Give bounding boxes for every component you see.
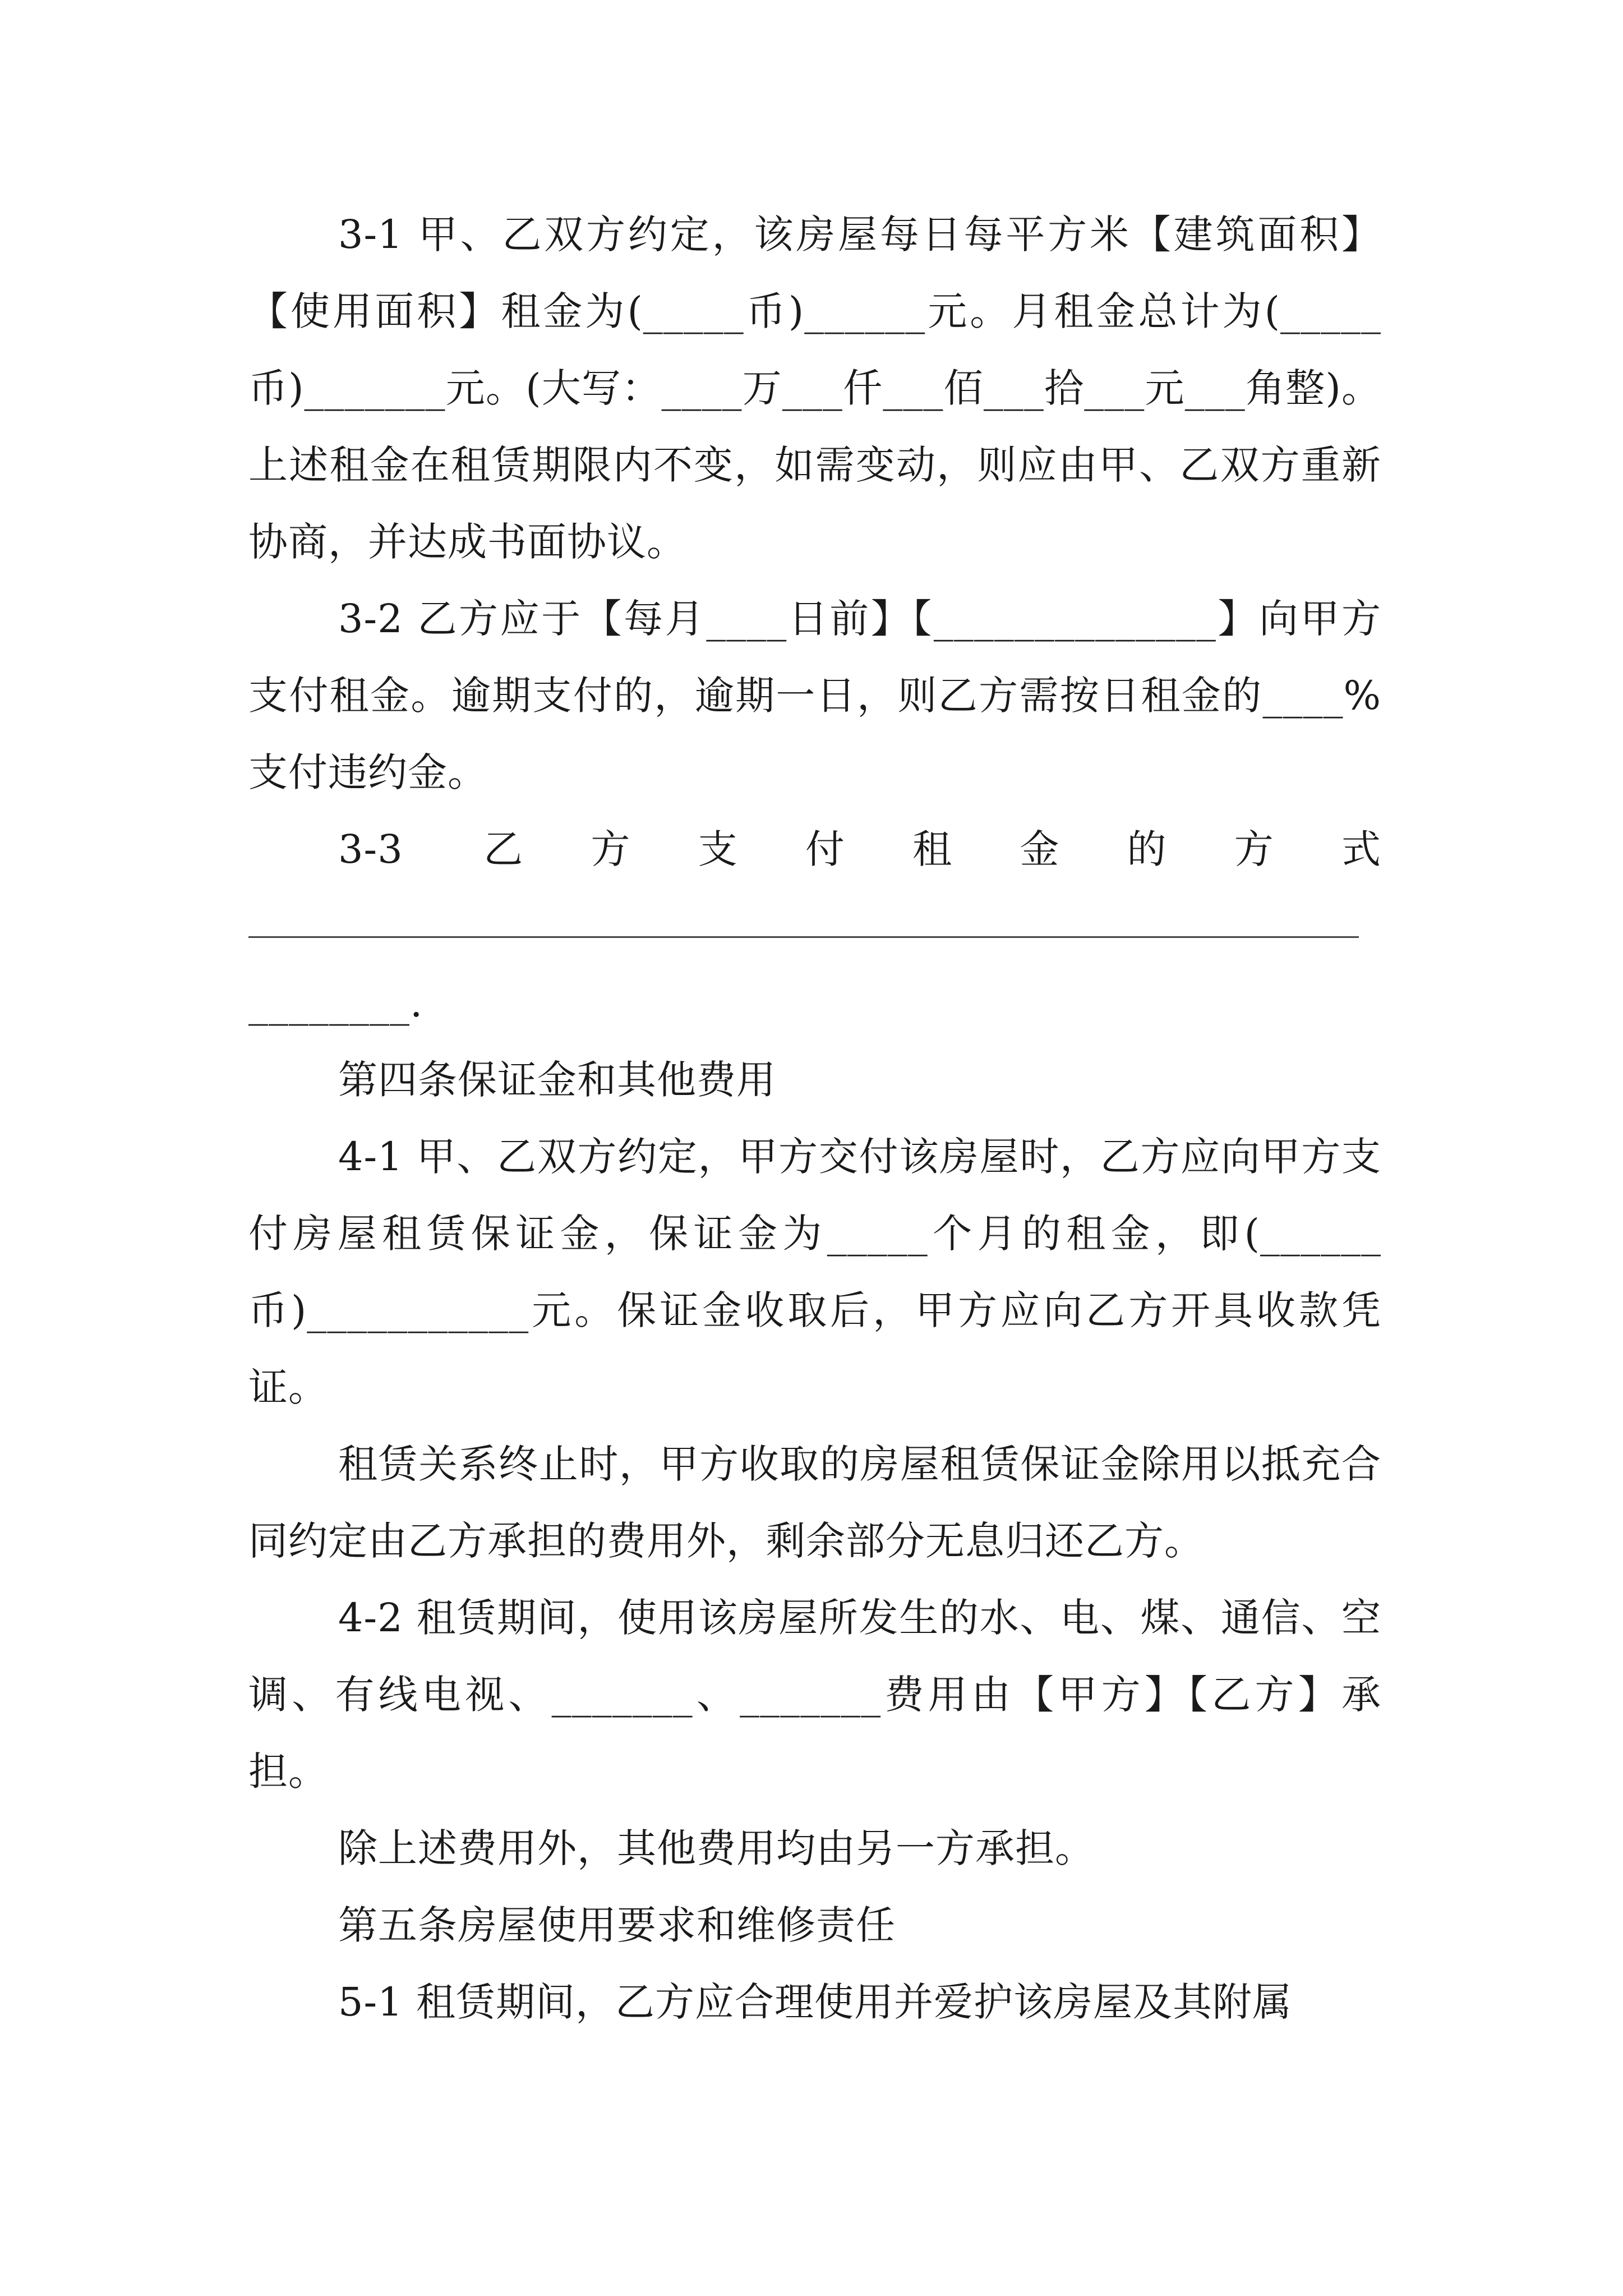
clause-3-3-tail: ________.	[248, 980, 423, 1026]
section-heading-4: 第四条保证金和其他费用	[338, 1057, 776, 1103]
clause-5-1: 5-1 租赁期间，乙方应合理使用并爱护该房屋及其附属	[338, 1979, 1292, 2025]
section-heading-5: 第五条房屋使用要求和维修责任	[338, 1902, 896, 1948]
clause-3-2: 3-2 乙方应于【每月____日前】【______________】向甲方支付租金。逾期支付的，逾期一日，则乙方需按日租金的____%支付违约金。	[248, 596, 1381, 795]
clause-4-1: 4-1 甲、乙双方约定，甲方交付该房屋时，乙方应向甲方支付房屋租赁保证金，保证金为_____个月的租金，即(______币)___________元。保证金收取后，甲方应向乙方开具收款凭证。	[248, 1134, 1381, 1410]
fill-in-underline	[248, 936, 1359, 938]
clause-4-2-other: 除上述费用外，其他费用均由另一方承担。	[338, 1825, 1095, 1871]
clause-3-1: 3-1 甲、乙双方约定，该房屋每日每平方米【建筑面积】【使用面积】租金为(_____币)______元。月租金总计为(_____币)_______元。(大写：____万___仟___佰___拾___元___角整)。上述租金在租赁期限内不变，如需变动，则应由甲、乙双方重新协商，并达成书面协议。	[248, 211, 1381, 565]
document-body	[248, 196, 1381, 2041]
clause-4-2: 4-2 租赁期间，使用该房屋所发生的水、电、煤、通信、空调、有线电视、_______、_______费用由【甲方】【乙方】承担。	[248, 1595, 1381, 1795]
clause-3-3-fill-line	[248, 888, 1381, 965]
clause-4-1-termination: 租赁关系终止时，甲方收取的房屋租赁保证金除用以抵充合同约定由乙方承担的费用外，剩余部分无息归还乙方。	[248, 1441, 1381, 1564]
clause-3-3: 3-3 乙方支付租金的方式	[338, 826, 1381, 872]
